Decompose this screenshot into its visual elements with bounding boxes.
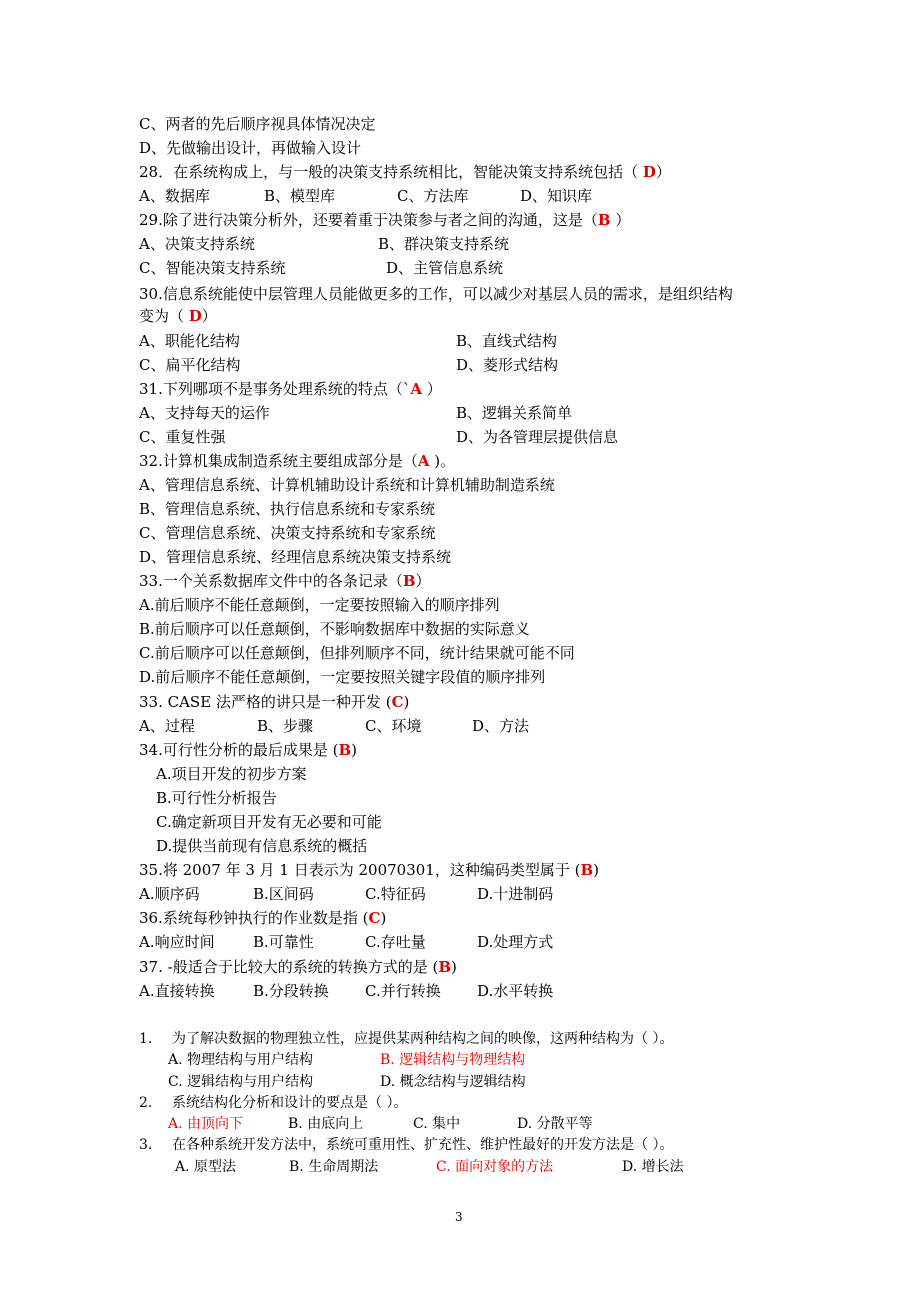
page-number: 3	[455, 1210, 463, 1224]
option: B、群决策支持系统	[378, 235, 510, 253]
option: A、决策支持系统	[139, 235, 255, 253]
option: C. 逻辑结构与用户结构	[168, 1074, 314, 1090]
text-line: D.提供当前现有信息系统的概括	[156, 837, 368, 855]
text-line: C.前后顺序可以任意颠倒，但排列顺序不同，统计结果就可能不同	[139, 644, 575, 662]
option: A、职能化结构	[139, 332, 240, 350]
option: A、支持每天的运作	[139, 404, 270, 422]
option: D. 分散平等	[517, 1116, 593, 1132]
option: B.区间码	[253, 885, 314, 903]
answer-mark: B	[438, 958, 452, 976]
text-line: C.确定新项目开发有无必要和可能	[156, 813, 382, 831]
option: C、环境	[365, 717, 422, 735]
answer-mark: C	[391, 693, 404, 711]
question-28: 28．在系统构成上，与一般的决策支持系统相比，智能决策支持系统包括（ D）	[139, 163, 671, 181]
option: D.处理方式	[477, 933, 554, 951]
question-32: 32.计算机集成制造系统主要组成部分是（A )。	[139, 452, 456, 470]
question-31: 31.下列哪项不是事务处理系统的特点（`A ）	[139, 380, 442, 398]
answer-mark: B	[402, 572, 416, 590]
option: D、主管信息系统	[386, 259, 504, 277]
question-33: 33.一个关系数据库文件中的各条记录（B）	[139, 572, 431, 590]
question-30: 30.信息系统能使中层管理人员能做更多的工作，可以减少对基层人员的需求，是组织结构	[139, 285, 733, 303]
answer-mark: D	[642, 163, 656, 181]
answer-mark: B	[597, 211, 611, 229]
option: C.并行转换	[365, 982, 441, 1000]
option: C.特征码	[365, 885, 426, 903]
option: A、过程	[139, 717, 195, 735]
option: B、模型库	[264, 187, 336, 205]
option: B. 生命周期法	[289, 1159, 379, 1175]
option: A.顺序码	[139, 885, 200, 903]
option: D、为各管理层提供信息	[456, 428, 619, 446]
question-29: 29.除了进行决策分析外，还要着重于决策参与者之间的沟通，这是（B ）	[139, 211, 631, 229]
text-line: C、管理信息系统、决策支持系统和专家系统	[139, 524, 436, 542]
answer-mark: C	[368, 909, 381, 927]
question-number: 3.	[139, 1137, 153, 1153]
option: B、直线式结构	[456, 332, 558, 350]
option: C、重复性强	[139, 428, 226, 446]
option: B.分段转换	[253, 982, 329, 1000]
option: B.可靠性	[253, 933, 314, 951]
option: C、方法库	[397, 187, 469, 205]
text-line: A.前后顺序不能任意颠倒，一定要按照输入的顺序排列	[139, 596, 500, 614]
question-number: 2.	[139, 1095, 153, 1111]
text-line: D、管理信息系统、经理信息系统决策支持系统	[139, 548, 452, 566]
question-37: 37. -般适合于比较大的系统的转换方式的是 (B)	[139, 958, 457, 976]
option: C、扁平化结构	[139, 356, 241, 374]
option: A.响应时间	[139, 933, 215, 951]
answer-mark: B	[338, 741, 352, 759]
text-line: A.项目开发的初步方案	[156, 765, 307, 783]
option: C. 集中	[413, 1116, 461, 1132]
question-text: 在各种系统开发方法中，系统可重用性、扩充性、维护性最好的开发方法是（ ）。	[172, 1137, 674, 1153]
text-line: D、先做输出设计，再做输入设计	[139, 139, 362, 157]
option: B. 由底向上	[288, 1116, 364, 1132]
option-correct: A. 由顶向下	[168, 1116, 244, 1132]
option: D、知识库	[520, 187, 593, 205]
text-line: B.前后顺序可以任意颠倒，不影响数据库中数据的实际意义	[139, 620, 530, 638]
text-line: C、两者的先后顺序视具体情况决定	[139, 115, 376, 133]
answer-mark: A	[417, 452, 430, 470]
text-line: D.前后顺序不能任意颠倒，一定要按照关键字段值的顺序排列	[139, 668, 546, 686]
option: D.水平转换	[477, 982, 554, 1000]
text-line: 变为（ D）	[139, 307, 217, 325]
option: A.直接转换	[139, 982, 215, 1000]
answer-mark: B	[580, 861, 594, 879]
text-line: A、管理信息系统、计算机辅助设计系统和计算机辅助制造系统	[139, 476, 555, 494]
question-33b: 33. CASE 法严格的讲只是一种开发 (C)	[139, 693, 410, 711]
question-36: 36.系统每秒钟执行的作业数是指 (C)	[139, 909, 387, 927]
option: D. 概念结构与逻辑结构	[380, 1074, 526, 1090]
option: A、数据库	[139, 187, 210, 205]
option-correct: B. 逻辑结构与物理结构	[380, 1052, 526, 1068]
text-line: B、管理信息系统、执行信息系统和专家系统	[139, 500, 436, 518]
option: D. 增长法	[622, 1159, 684, 1175]
option: A. 原型法	[175, 1159, 237, 1175]
option: A. 物理结构与用户结构	[168, 1052, 314, 1068]
option: C、智能决策支持系统	[139, 259, 286, 277]
option: B、逻辑关系简单	[456, 404, 573, 422]
option-correct: C. 面向对象的方法	[436, 1159, 554, 1175]
option: D.十进制码	[477, 885, 554, 903]
question-34: 34.可行性分析的最后成果是 (B)	[139, 741, 358, 759]
option: D、菱形式结构	[456, 356, 559, 374]
question-text: 为了解决数据的物理独立性，应提供某两种结构之间的映像，这两种结构为（ ）。	[172, 1031, 674, 1047]
question-text: 系统结构化分析和设计的要点是（ ）。	[172, 1095, 408, 1111]
question-35: 35.将 2007 年 3 月 1 日表示为 20070301，这种编码类型属于 (B)	[139, 861, 600, 879]
option: D、方法	[472, 717, 530, 735]
option: C.存吐量	[365, 933, 426, 951]
question-number: 1.	[139, 1031, 153, 1047]
answer-mark: A	[410, 380, 422, 398]
text-line: B.可行性分析报告	[156, 789, 277, 807]
option: B、步骤	[257, 717, 314, 735]
answer-mark: D	[188, 307, 202, 325]
